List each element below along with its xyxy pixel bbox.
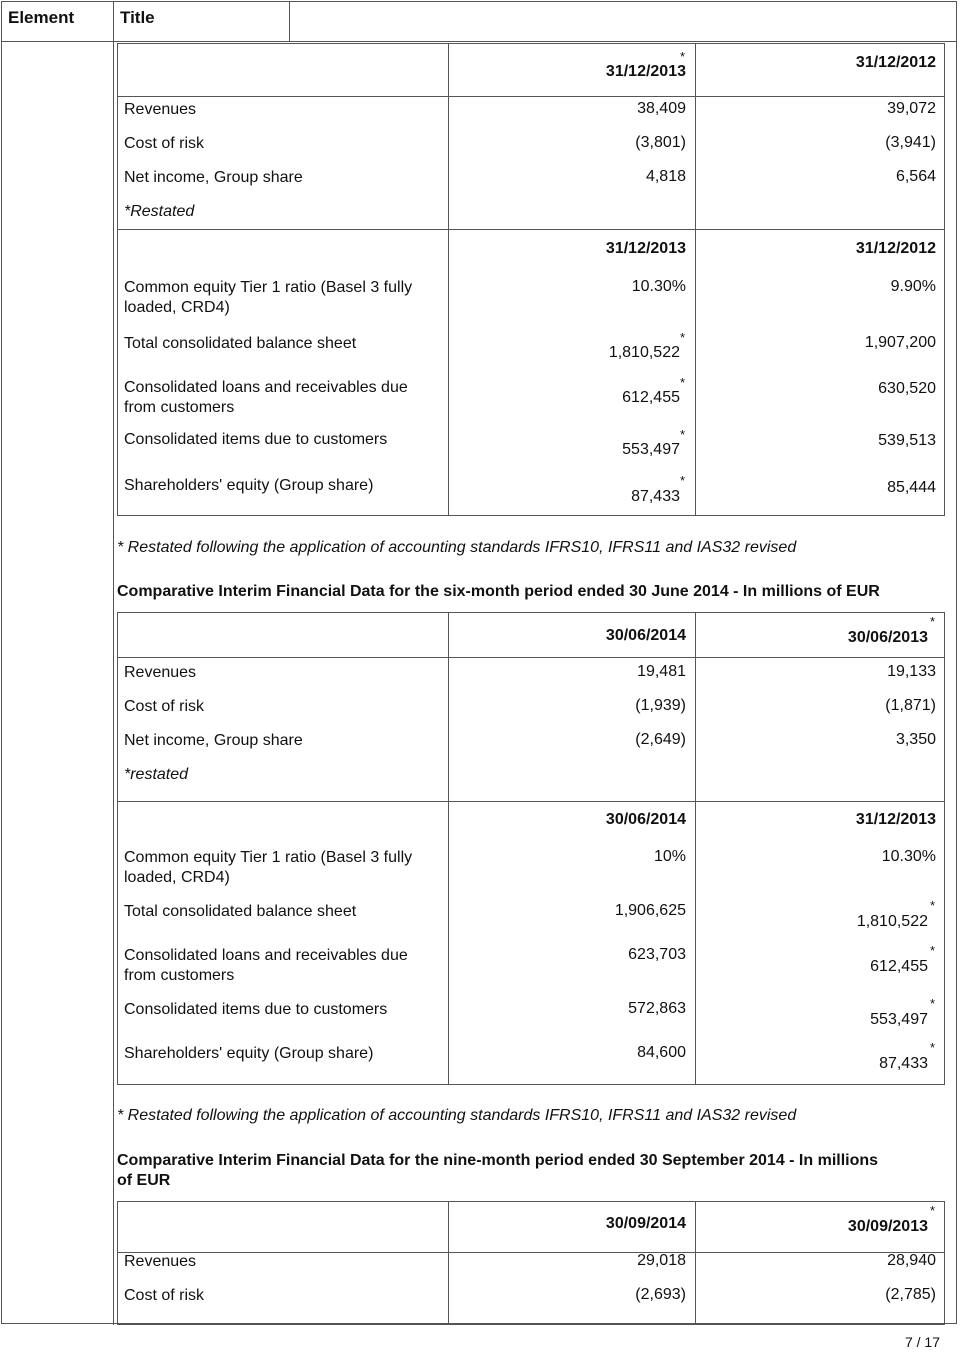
section-title-nine-month: Comparative Interim Financial Data for the nine-month period ended 30 September 2014 - In millions of EUR <box>117 1152 879 1189</box>
col-header-2013: 31/12/2013 <box>605 63 686 80</box>
table-row: Common equity Tier 1 ratio (Basel 3 fully loaded, CRD4) 10% 10.30% <box>124 848 936 886</box>
table-header-row: 30/09/2014 30/09/2013 * <box>605 1203 936 1235</box>
column-separator <box>113 42 114 1325</box>
header-row <box>2 2 956 42</box>
table-row: Revenues 29,018 28,940 <box>124 1252 936 1270</box>
col-header-2012: 31/12/2012 <box>855 54 936 71</box>
restated-mark: * <box>680 49 686 64</box>
table-row: Cost of risk (1,939) (1,871) <box>124 697 936 715</box>
table-row: Net income, Group share (2,649) 3,350 <box>124 731 936 749</box>
table-header-row: 30/06/2014 30/06/2013 * <box>605 614 936 646</box>
table-row: Net income, Group share 4,818 6,564 <box>124 168 936 186</box>
header-blank <box>290 2 956 42</box>
table-row <box>118 759 944 799</box>
table-row: Shareholders' equity (Group share) 84,600 87,433 * <box>124 1040 936 1072</box>
table-row: Total consolidated balance sheet 1,810,522 * 1,907,200 <box>124 330 936 361</box>
table-fy-balance <box>117 229 945 516</box>
restated-footnote: * Restated following the application of accounting standards IFRS10, IFRS11 and IAS32 revised <box>117 539 797 556</box>
header-element: Element <box>2 2 114 42</box>
table-row: Revenues 38,409 39,072 <box>124 100 936 118</box>
table-h1-income <box>117 612 945 802</box>
section-title-six-month: Comparative Interim Financial Data for the six-month period ended 30 June 2014 - In millions of EUR <box>117 583 880 600</box>
restated-note: *Restated <box>124 203 195 220</box>
table-row <box>118 198 944 230</box>
restated-note: *restated <box>124 766 189 783</box>
restated-footnote: * Restated following the application of accounting standards IFRS10, IFRS11 and IAS32 revised <box>117 1107 797 1124</box>
table-header-row: 31/12/2013 31/12/2012 <box>605 240 936 257</box>
table-row: Cost of risk (3,801) (3,941) <box>124 134 936 152</box>
table-row: Consolidated items due to customers 572,863 553,497 * <box>124 996 936 1028</box>
table-row: Shareholders' equity (Group share) 87,433 * 85,444 <box>124 473 936 505</box>
table-row: Consolidated loans and receivables due from customers 623,703 612,455 * <box>124 943 936 984</box>
header-title: Title <box>114 2 290 42</box>
table-header-row <box>118 44 944 96</box>
table-row: Cost of risk (2,693) (2,785) <box>124 1286 936 1304</box>
table-header-row: 30/06/2014 31/12/2013 <box>605 811 936 828</box>
page-number: 7 / 17 <box>904 1334 940 1350</box>
table-fy-income <box>117 43 945 230</box>
table-row: Consolidated loans and receivables due from customers 612,455 * 630,520 <box>124 375 936 416</box>
table-9m-income <box>117 1201 945 1325</box>
table-row: Consolidated items due to customers 553,497 * 539,513 <box>124 427 936 458</box>
table-row: Common equity Tier 1 ratio (Basel 3 fully loaded, CRD4) 10.30% 9.90% <box>124 278 936 316</box>
table-row: Revenues 19,481 19,133 <box>124 663 936 681</box>
table-h1-balance <box>117 801 945 1085</box>
table-row: Total consolidated balance sheet 1,906,625 1,810,522 * <box>124 898 936 930</box>
